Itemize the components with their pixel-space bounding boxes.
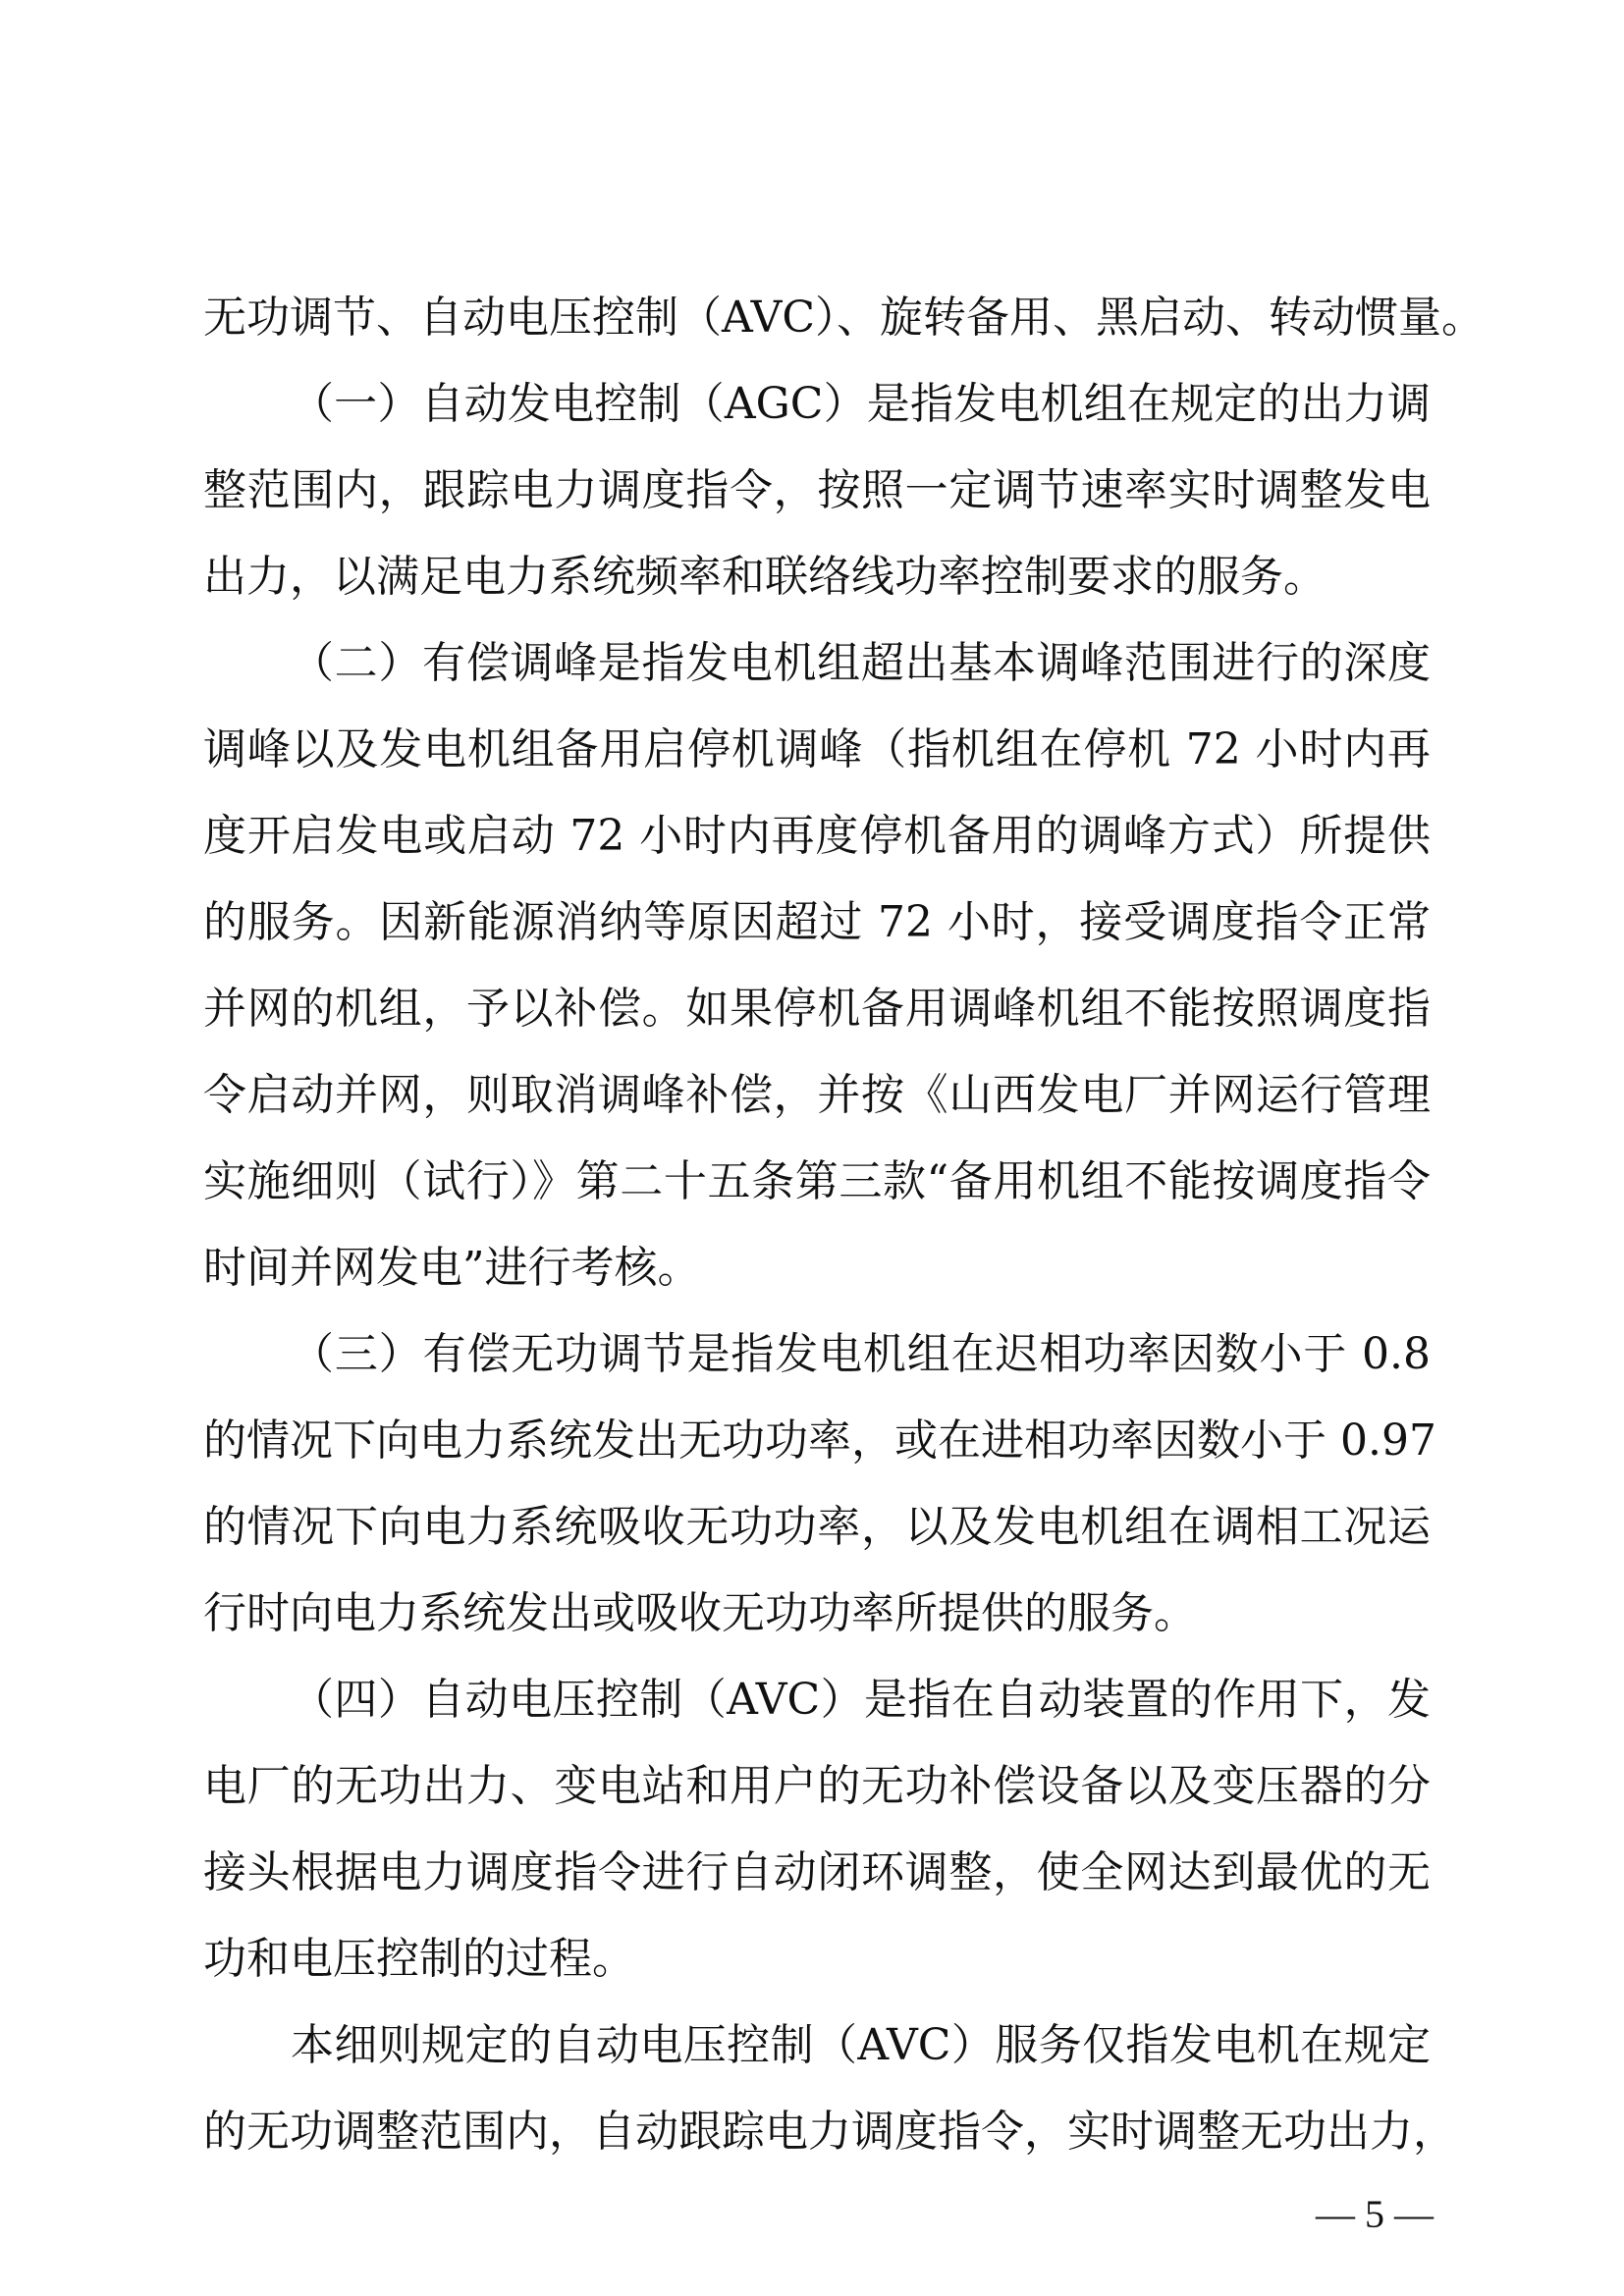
text-line-7: 度开启发电或启动 72 小时内再度停机备用的调峰方式）所提供: [203, 811, 1431, 861]
text-line-8: 的服务。因新能源消纳等原因超过 72 小时，接受调度指令正常: [203, 897, 1431, 947]
text-line-15: 的情况下向电力系统吸收无功功率，以及发电机组在调相工况运: [203, 1502, 1431, 1552]
text-line-10: 令启动并网，则取消调峰补偿，并按《山西发电厂并网运行管理: [203, 1070, 1431, 1120]
text-line-18: 电厂的无功出力、变电站和用户的无功补偿设备以及变压器的分: [203, 1761, 1431, 1811]
text-line-21: 本细则规定的自动电压控制（AVC）服务仅指发电机在规定: [291, 2020, 1431, 2070]
page-number: — 5 —: [1316, 2192, 1434, 2236]
text-line-13: （三）有偿无功调节是指发电机组在迟相功率因数小于 0.8: [291, 1329, 1431, 1379]
text-line-6: 调峰以及发电机组备用启停机调峰（指机组在停机 72 小时内再: [203, 724, 1431, 774]
text-line-1: 无功调节、自动电压控制（AVC）、旋转备用、黑启动、转动惯量。: [203, 293, 1486, 343]
text-line-16: 行时向电力系统发出或吸收无功功率所提供的服务。: [203, 1588, 1197, 1638]
text-line-20: 功和电压控制的过程。: [203, 1934, 635, 1984]
text-line-11: 实施细则（试行）》第二十五条第三款“备用机组不能按调度指令: [203, 1156, 1431, 1206]
text-line-17: （四）自动电压控制（AVC）是指在自动装置的作用下，发: [291, 1675, 1431, 1725]
text-line-9: 并网的机组，予以补偿。如果停机备用调峰机组不能按照调度指: [203, 984, 1431, 1034]
text-line-22: 的无功调整范围内，自动跟踪电力调度指令，实时调整无功出力，: [203, 2107, 1456, 2157]
text-line-5: （二）有偿调峰是指发电机组超出基本调峰范围进行的深度: [291, 638, 1431, 688]
text-line-2: （一）自动发电控制（AGC）是指发电机组在规定的出力调: [291, 379, 1431, 429]
text-line-14: 的情况下向电力系统发出无功功率，或在进相功率因数小于 0.97: [203, 1415, 1436, 1466]
text-line-3: 整范围内，跟踪电力调度指令，按照一定调节速率实时调整发电: [203, 465, 1431, 515]
text-line-12: 时间并网发电”进行考核。: [203, 1243, 701, 1293]
text-line-19: 接头根据电力调度指令进行自动闭环调整，使全网达到最优的无: [203, 1847, 1431, 1897]
text-line-4: 出力，以满足电力系统频率和联络线功率控制要求的服务。: [203, 552, 1326, 602]
